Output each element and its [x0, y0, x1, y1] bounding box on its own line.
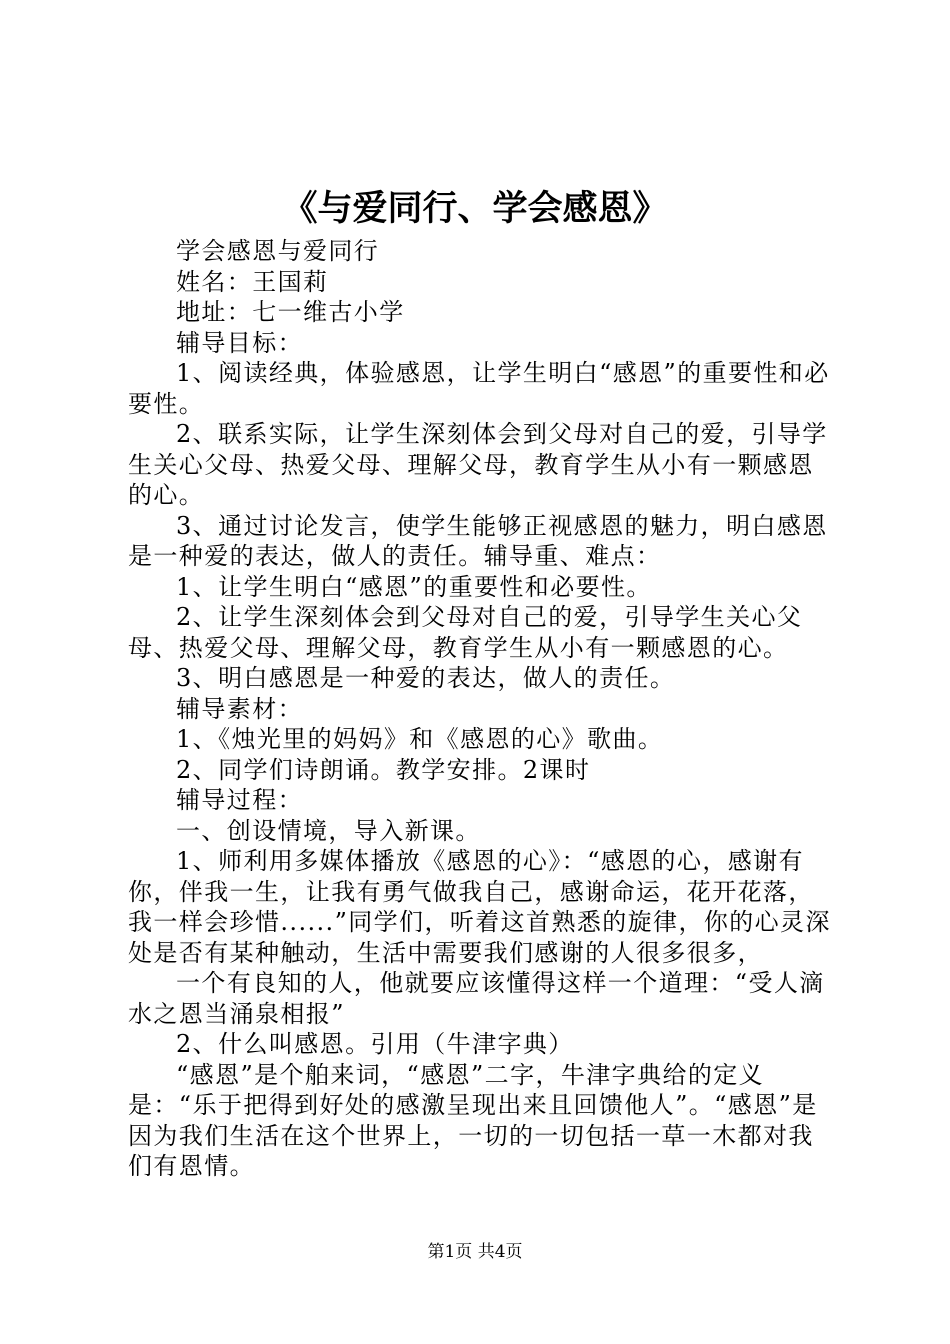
paragraph: 1、师利用多媒体播放《感恩的心》：“感恩的心，感谢有你，伴我一生，让我有勇气做我自己，感谢命运，花开花落，我一样会珍惜......”同学们，听着这首熟悉的旋律，你的心灵深处是否有某种触动，生活中需要我们感谢的人很多很多，: [128, 847, 831, 967]
paragraph: 学会感恩与爱同行: [176, 237, 380, 265]
paragraph: 1、《烛光里的妈妈》和《感恩的心》歌曲。: [176, 725, 664, 753]
paragraph: 辅导过程：: [176, 786, 303, 814]
paragraph: 3、通过讨论发言，使学生能够正视感恩的魅力，明白感恩是一种爱的表达，做人的责任。辅导重、难点：: [128, 511, 828, 570]
paragraph: 一个有良知的人，他就要应该懂得这样一个道理：“受人滴水之恩当涌泉相报”: [128, 969, 825, 1028]
paragraph: 3、明白感恩是一种爱的表达，做人的责任。: [176, 664, 676, 692]
paragraph: 2、什么叫感恩。引用（牛津字典）: [176, 1030, 574, 1058]
paragraph: 姓名：王国莉: [176, 267, 329, 296]
document-body: [128, 236, 832, 1182]
paragraph: “感恩”是个舶来词，“感恩”二字，牛津字典给的定义是：“乐于把得到好处的感激呈现出来且回馈他人”。“感恩”是因为我们生活在这个世界上，一切的一切包括一草一木都对我们有恩情。: [128, 1060, 818, 1180]
page-number-footer: 第1页 共4页: [427, 1242, 523, 1262]
paragraph: 地址：七一维古小学: [176, 298, 405, 326]
paragraph: 一、创设情境，导入新课。: [176, 816, 481, 845]
paragraph: 辅导素材：: [176, 694, 303, 723]
paragraph: 1、阅读经典，体验感恩，让学生明白“感恩”的重要性和必要性。: [128, 359, 830, 418]
paragraph: 2、让学生深刻体会到父母对自己的爱，引导学生关心父母、热爱父母、理解父母，教育学生从小有一颗感恩的心。: [128, 603, 803, 662]
document-title: 《与爱同行、学会感恩》: [282, 189, 668, 229]
paragraph: 1、让学生明白“感恩”的重要性和必要性。: [176, 572, 652, 601]
paragraph: 2、联系实际，让学生深刻体会到父母对自己的爱，引导学生关心父母、热爱父母、理解父母，教育学生从小有一颗感恩的心。: [128, 420, 828, 509]
paragraph: 辅导目标：: [176, 328, 303, 357]
paragraph: 2、同学们诗朗诵。教学安排。2课时: [176, 755, 591, 784]
